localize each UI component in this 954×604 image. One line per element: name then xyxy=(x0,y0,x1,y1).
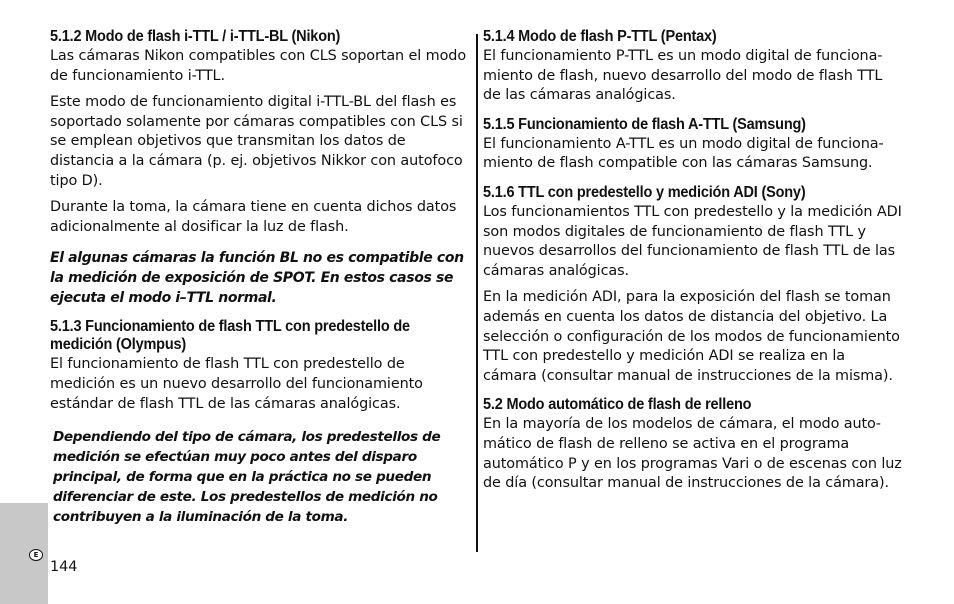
section-heading: 5.2 Modo automático de flash de relleno xyxy=(483,396,752,414)
body-paragraph: El funcionamiento P-TTL es un modo digital de funcionamiento de flash, nuevo desarrollo del modo de flash TTL de las cámaras analógicas. xyxy=(483,48,883,104)
note-paragraph: Dependiendo del tipo de cámara, los predestellos de medición se efectúan muy poco antes del disparo principal, de forma que en la práctica no se pueden diferenciar de este. Los predestellos de medición no contribuyen a la iluminación de la toma. xyxy=(53,429,441,526)
body-paragraph: Este modo de funcionamiento digital i-TTL-BL del flash es soportado solamente por cámaras compatibles con CLS si se emplean objetivos que transmitan los datos de distancia a la cámara (p. ej. objetivos Nikkor con autofoco tipo D). xyxy=(50,94,463,189)
section-heading: 5.1.2 Modo de flash i-TTL / i-TTL-BL (Nikon) xyxy=(50,28,341,45)
body-paragraph: El funcionamiento de flash TTL con predestello de medición es un nuevo desarrollo del funcionamiento estándar de flash TTL de las cámaras analógicas. xyxy=(50,356,423,412)
body-paragraph: El funcionamiento A-TTL es un modo digital de funcionamiento de flash compatible con las cámaras Samsung. xyxy=(483,135,884,172)
body-paragraph: Los funcionamientos TTL con predestello y la medición ADI son modos digitales de funcionamiento de flash TTL y nuevos desarrollos del funcionamiento de flash TTL de las cámaras analógicas. xyxy=(483,203,902,279)
section-5-2 xyxy=(483,396,903,493)
language-badge: E xyxy=(29,549,43,561)
section-5-1-4 xyxy=(483,28,903,106)
body-paragraph: En la medición ADI, para la exposición del flash se toman además en cuenta los datos de distancia del objetivo. La selección o configuración de los modos de funcionamiento TTL con predestello y medición ADI se realiza en la cámara (consultar manual de instrucciones de la misma). xyxy=(483,289,900,384)
page-number: 144 xyxy=(50,559,78,575)
section-5-1-3 xyxy=(50,318,470,527)
right-column xyxy=(483,28,903,494)
body-paragraph: Las cámaras Nikon compatibles con CLS soportan el modo de funcionamiento i-TTL. xyxy=(50,48,467,84)
section-heading: 5.1.4 Modo de flash P-TTL (Pentax) xyxy=(483,28,717,45)
body-paragraph: En la mayoría de los modelos de cámara, el modo automático de flash de relleno se activa en el programa automático P y en los programas Vari o de escenas con luz de día (consultar manual de instrucciones de la cámara). xyxy=(483,416,902,492)
section-heading: 5.1.3 Funcionamiento de flash TTL con predestello de medición (Olympus) xyxy=(50,318,410,354)
body-paragraph: Durante la toma, la cámara tiene en cuenta dichos datos adicionalmente al dosificar la luz de flash. xyxy=(50,199,457,235)
section-heading: 5.1.5 Funcionamiento de flash A-TTL (Samsung) xyxy=(483,115,806,133)
section-5-1-6 xyxy=(483,184,903,386)
note-paragraph: El algunas cámaras la función BL no es compatible con la medición de exposición de SPOT. En estos casos se ejecuta el modo i–TTL normal. xyxy=(50,250,464,307)
section-heading: 5.1.6 TTL con predestello y medición ADI (Sony) xyxy=(483,183,806,201)
left-column xyxy=(50,28,470,527)
section-5-1-2 xyxy=(50,28,470,308)
column-divider xyxy=(476,34,478,552)
section-5-1-5 xyxy=(483,116,903,174)
